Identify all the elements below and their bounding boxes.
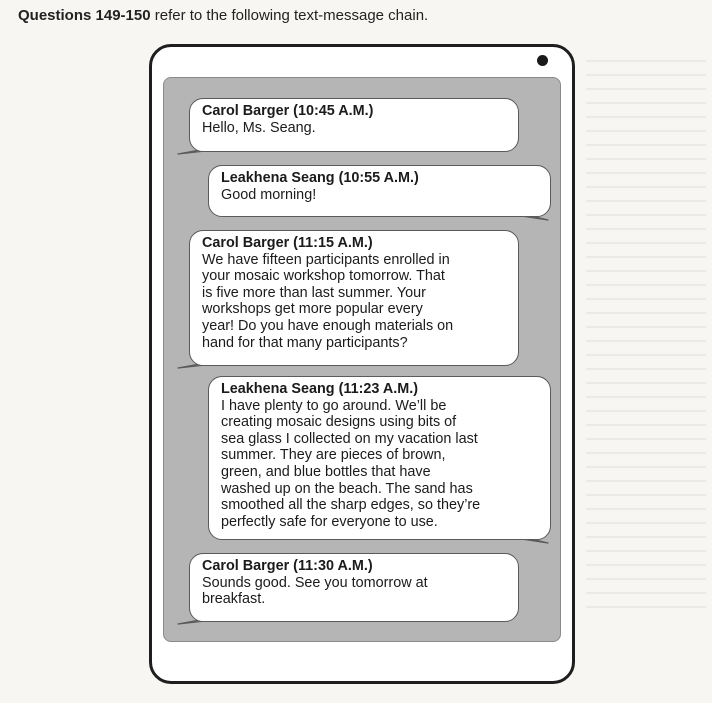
message-line: year! Do you have enough materials on [202, 317, 454, 334]
message-line: hand for that many participants? [202, 334, 408, 351]
message-line: Good morning! [221, 186, 317, 203]
message-sender: Carol Barger (10:45 A.M.) [202, 103, 374, 119]
message-sender: Leakhena Seang (10:55 A.M.) [221, 170, 419, 186]
message-line: I have plenty to go around. We’ll be [221, 397, 447, 414]
message-line: summer. They are pieces of brown, [221, 447, 446, 464]
message-bubble [208, 165, 551, 217]
message-line: smoothed all the sharp edges, so they’re [221, 497, 481, 514]
message-bubble [189, 230, 519, 366]
message-line: is five more than last summer. Your [202, 284, 426, 301]
message-bubble [189, 553, 519, 622]
message-line: perfectly safe for everyone to use. [221, 513, 438, 530]
message-line: sea glass I collected on my vacation last [221, 430, 478, 447]
message-line: workshops get more popular every [202, 301, 423, 318]
message-line: We have fifteen participants enrolled in [202, 251, 450, 268]
message-sender: Carol Barger (11:15 A.M.) [202, 235, 373, 251]
message-sender: Carol Barger (11:30 A.M.) [202, 558, 373, 574]
message-line: Sounds good. See you tomorrow at [202, 574, 428, 591]
question-number: Questions 149-150 [18, 7, 151, 24]
message-line: creating mosaic designs using bits of [221, 414, 457, 431]
camera-icon [537, 55, 548, 66]
message-sender: Leakhena Seang (11:23 A.M.) [221, 381, 419, 397]
message-line: your mosaic workshop tomorrow. That [202, 268, 445, 285]
message-line: Hello, Ms. Seang. [202, 119, 316, 136]
question-intro: refer to the following text-message chain. [154, 7, 429, 24]
question-header [18, 7, 428, 24]
message-bubble [189, 98, 519, 152]
message-line: green, and blue bottles that have [221, 463, 431, 480]
message-line: breakfast. [202, 591, 266, 608]
message-line: washed up on the beach. The sand has [221, 480, 473, 497]
message-bubble [208, 376, 551, 540]
background-bleed-through [586, 60, 706, 620]
